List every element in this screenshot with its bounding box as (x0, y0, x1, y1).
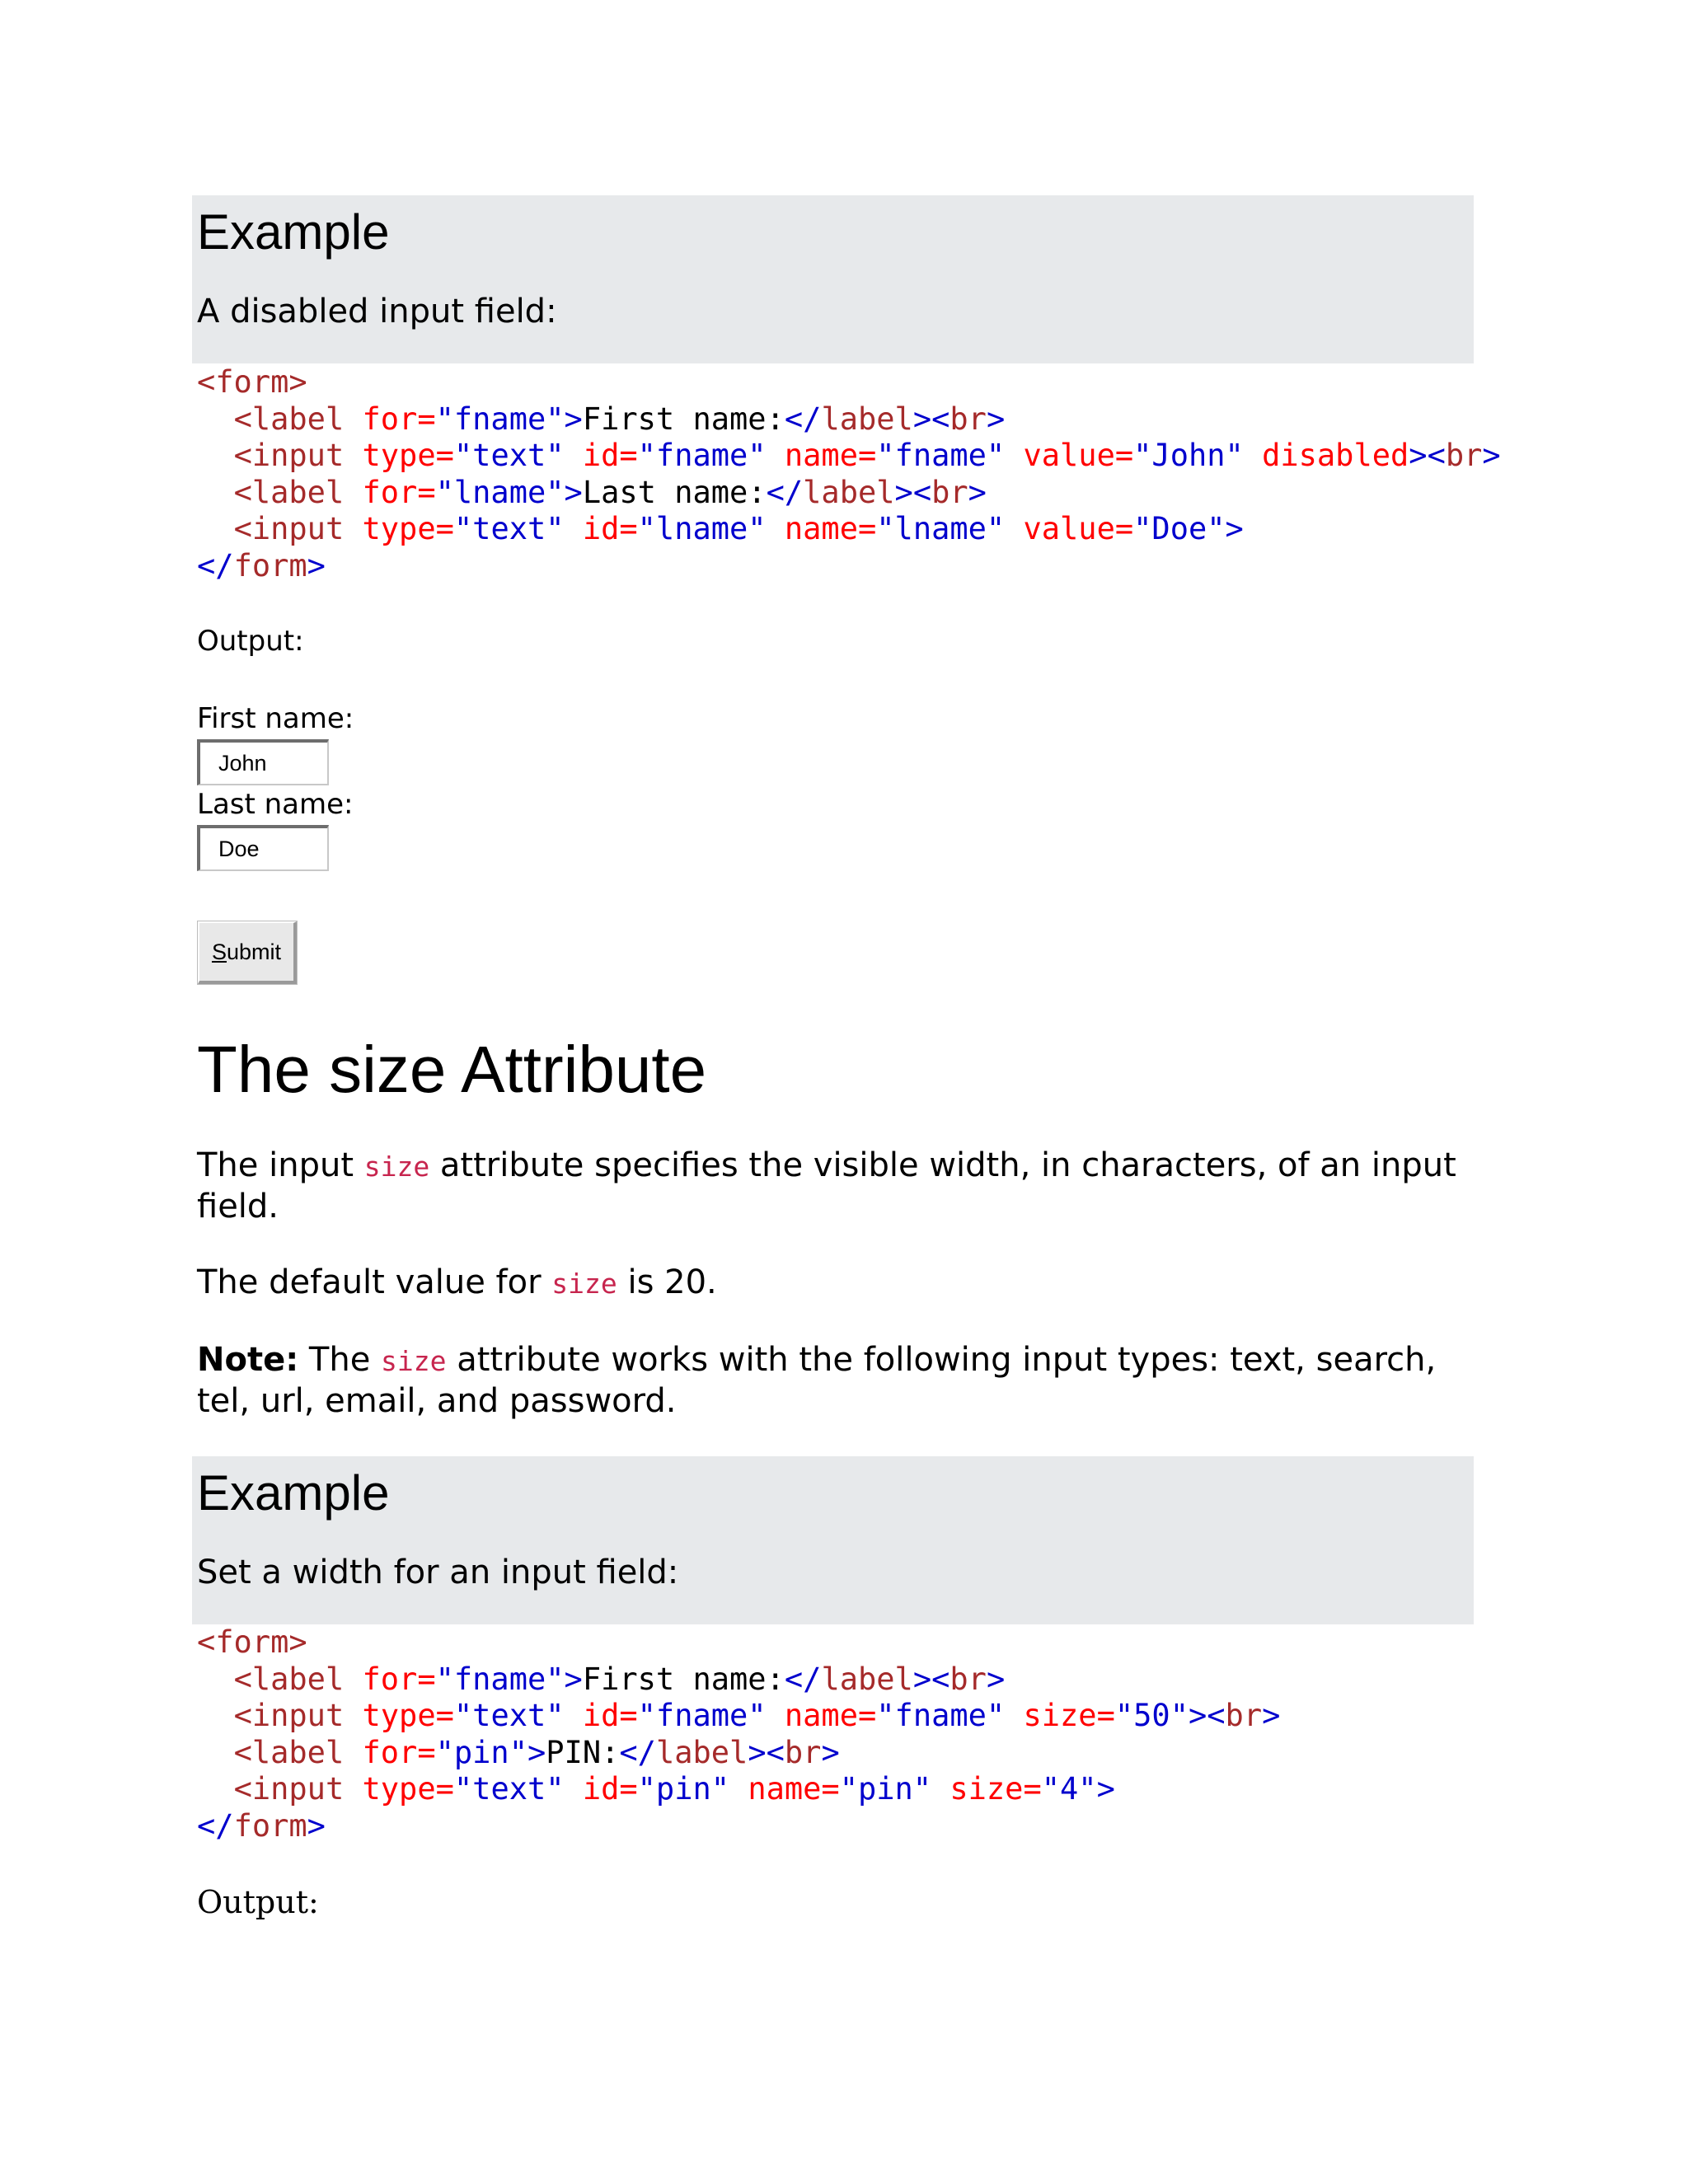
submit-button[interactable] (198, 921, 297, 984)
code-token: "pin" (839, 1771, 950, 1807)
last-name-input[interactable]: Doe (197, 825, 329, 871)
code-line (197, 438, 1501, 475)
paragraph-default-value (197, 1263, 1483, 1304)
code-token: "text" (453, 1771, 583, 1807)
code-block-2 (197, 1624, 1280, 1845)
code-token: <form> (197, 1624, 307, 1660)
code-token: >< (894, 474, 932, 510)
code-token: type= (362, 511, 454, 547)
code-token: for= (362, 1734, 436, 1770)
code-token: "fname" (435, 401, 565, 437)
code-token: </ (766, 474, 804, 510)
code-token: < (1427, 438, 1446, 474)
code-token: "lname" (637, 511, 785, 547)
para-text: is 20. (617, 1263, 717, 1301)
code-token: name= (784, 1698, 877, 1734)
code-token: >< (912, 1661, 950, 1697)
code-token: > (1262, 1698, 1281, 1734)
code-token: br (950, 1661, 987, 1697)
code-token: > (1409, 438, 1428, 474)
code-token: disabled (1262, 438, 1409, 474)
first-name-label: First name: (197, 702, 354, 735)
para-text: The (298, 1341, 382, 1379)
code-token: size= (950, 1771, 1042, 1807)
code-line (197, 1771, 1280, 1808)
code-token: "50" (1114, 1698, 1189, 1734)
code-token: id= (582, 438, 638, 474)
example-subtitle: Set a width for an input field: (197, 1554, 679, 1591)
section-heading: The size Attribute (197, 1033, 707, 1106)
code-token: Last name: (582, 474, 767, 510)
code-line (197, 1808, 1280, 1845)
code-token (197, 1735, 234, 1770)
code-token: "4" (1041, 1771, 1097, 1807)
code-token: <input (233, 438, 363, 474)
code-token: for= (362, 401, 436, 437)
code-token: id= (582, 511, 638, 547)
code-token: "fname" (876, 1698, 1024, 1734)
code-line (197, 1735, 1280, 1772)
code-token: name= (784, 438, 877, 474)
code-token: for= (362, 474, 436, 510)
code-token: > (307, 547, 326, 583)
code-token: "Doe" (1133, 511, 1226, 547)
code-token: br (931, 474, 968, 510)
code-line (197, 1624, 1280, 1661)
code-token: First name: (582, 1661, 785, 1697)
code-line (197, 401, 1501, 438)
example-title: Example (197, 1465, 390, 1521)
code-token: br (950, 401, 987, 437)
code-token: "John" (1133, 438, 1263, 474)
code-token: </ (784, 1661, 822, 1697)
code-token: <label (233, 474, 363, 510)
code-token (197, 438, 234, 473)
code-token: "pin" (435, 1734, 528, 1770)
submit-label-rest: ubmit (226, 940, 282, 964)
code-token (197, 511, 234, 546)
inline-code-size: size (363, 1151, 430, 1183)
example-title: Example (197, 204, 390, 260)
code-token: name= (748, 1771, 840, 1807)
code-token (197, 1771, 234, 1807)
code-token: > (1188, 1698, 1207, 1734)
code-token: br (784, 1734, 822, 1770)
code-token: id= (582, 1771, 638, 1807)
code-token: "fname" (637, 1698, 785, 1734)
example-box-1 (192, 195, 1474, 363)
code-token: >< (912, 401, 950, 437)
code-token: br (1445, 438, 1483, 474)
code-token: > (564, 401, 583, 437)
paragraph-size-description (197, 1146, 1483, 1226)
code-line (197, 511, 1501, 548)
code-token (197, 1661, 234, 1697)
code-token: </ (619, 1734, 656, 1770)
code-token: </ (784, 401, 822, 437)
code-line (197, 1698, 1280, 1735)
code-token: <form> (197, 364, 307, 400)
code-token: <label (233, 1661, 363, 1697)
code-token: > (986, 1661, 1006, 1697)
code-token (197, 1698, 234, 1733)
example-box-2 (192, 1456, 1474, 1624)
code-token: label (821, 401, 913, 437)
code-token: type= (362, 438, 454, 474)
code-token: "lname" (876, 511, 1024, 547)
code-token: "fname" (435, 1661, 565, 1697)
code-token: "fname" (637, 438, 785, 474)
output-label: Output: (197, 625, 304, 658)
code-token: <input (233, 1698, 363, 1734)
inline-code-size: size (381, 1345, 447, 1377)
code-line (197, 364, 1501, 401)
code-token: "text" (453, 438, 583, 474)
code-token: label (803, 474, 895, 510)
code-token: <label (233, 1734, 363, 1770)
code-token: size= (1023, 1698, 1115, 1734)
para-text: The input (197, 1146, 364, 1184)
code-token (197, 475, 234, 510)
code-token: > (821, 1734, 840, 1770)
code-token: <input (233, 511, 363, 547)
code-token: > (1225, 511, 1244, 547)
code-token: form (233, 1807, 307, 1844)
last-name-label: Last name: (197, 788, 354, 821)
code-token: value= (1023, 438, 1134, 474)
code-token: br (1225, 1698, 1263, 1734)
code-token: value= (1023, 511, 1134, 547)
code-token: > (564, 474, 583, 510)
code-token: type= (362, 1698, 454, 1734)
code-token: > (986, 401, 1006, 437)
code-token: label (655, 1734, 748, 1770)
code-token: "lname" (435, 474, 565, 510)
code-token: name= (784, 511, 877, 547)
code-token: "text" (453, 1698, 583, 1734)
code-token: > (528, 1734, 546, 1770)
code-token: label (821, 1661, 913, 1697)
code-token: > (1482, 438, 1501, 474)
code-block-1 (197, 364, 1501, 585)
code-token: >< (748, 1734, 785, 1770)
first-name-input[interactable]: John (197, 739, 329, 785)
code-token: for= (362, 1661, 436, 1697)
code-token: <label (233, 401, 363, 437)
output-label: Output: (197, 1884, 319, 1920)
code-token: First name: (582, 401, 785, 437)
code-token: id= (582, 1698, 638, 1734)
code-token: <input (233, 1771, 363, 1807)
submit-label-underlined: S (211, 940, 227, 964)
note-label: Note: (197, 1341, 299, 1379)
code-line (197, 475, 1501, 512)
para-text: attribute specifies the visible width, in characters, of an input field. (197, 1146, 1456, 1226)
code-token: > (968, 474, 987, 510)
code-token: type= (362, 1771, 454, 1807)
code-token: > (307, 1807, 326, 1844)
code-line (197, 548, 1501, 585)
code-token (197, 401, 234, 437)
code-token: form (233, 547, 307, 583)
paragraph-note (197, 1340, 1483, 1421)
code-token: "text" (453, 511, 583, 547)
code-token: PIN: (546, 1734, 620, 1770)
inline-code-size: size (551, 1268, 617, 1300)
code-token: "fname" (876, 438, 1024, 474)
code-token: </ (197, 1807, 234, 1844)
code-token: "pin" (637, 1771, 748, 1807)
code-token: < (1207, 1698, 1226, 1734)
para-text: The default value for (197, 1263, 552, 1301)
code-line (197, 1661, 1280, 1699)
example-subtitle: A disabled input field: (197, 293, 557, 330)
code-token: </ (197, 547, 234, 583)
code-token: > (1096, 1771, 1115, 1807)
code-token: > (564, 1661, 583, 1697)
para-text: attribute works with the following input types: text, search, tel, url, email, and password. (197, 1341, 1437, 1420)
